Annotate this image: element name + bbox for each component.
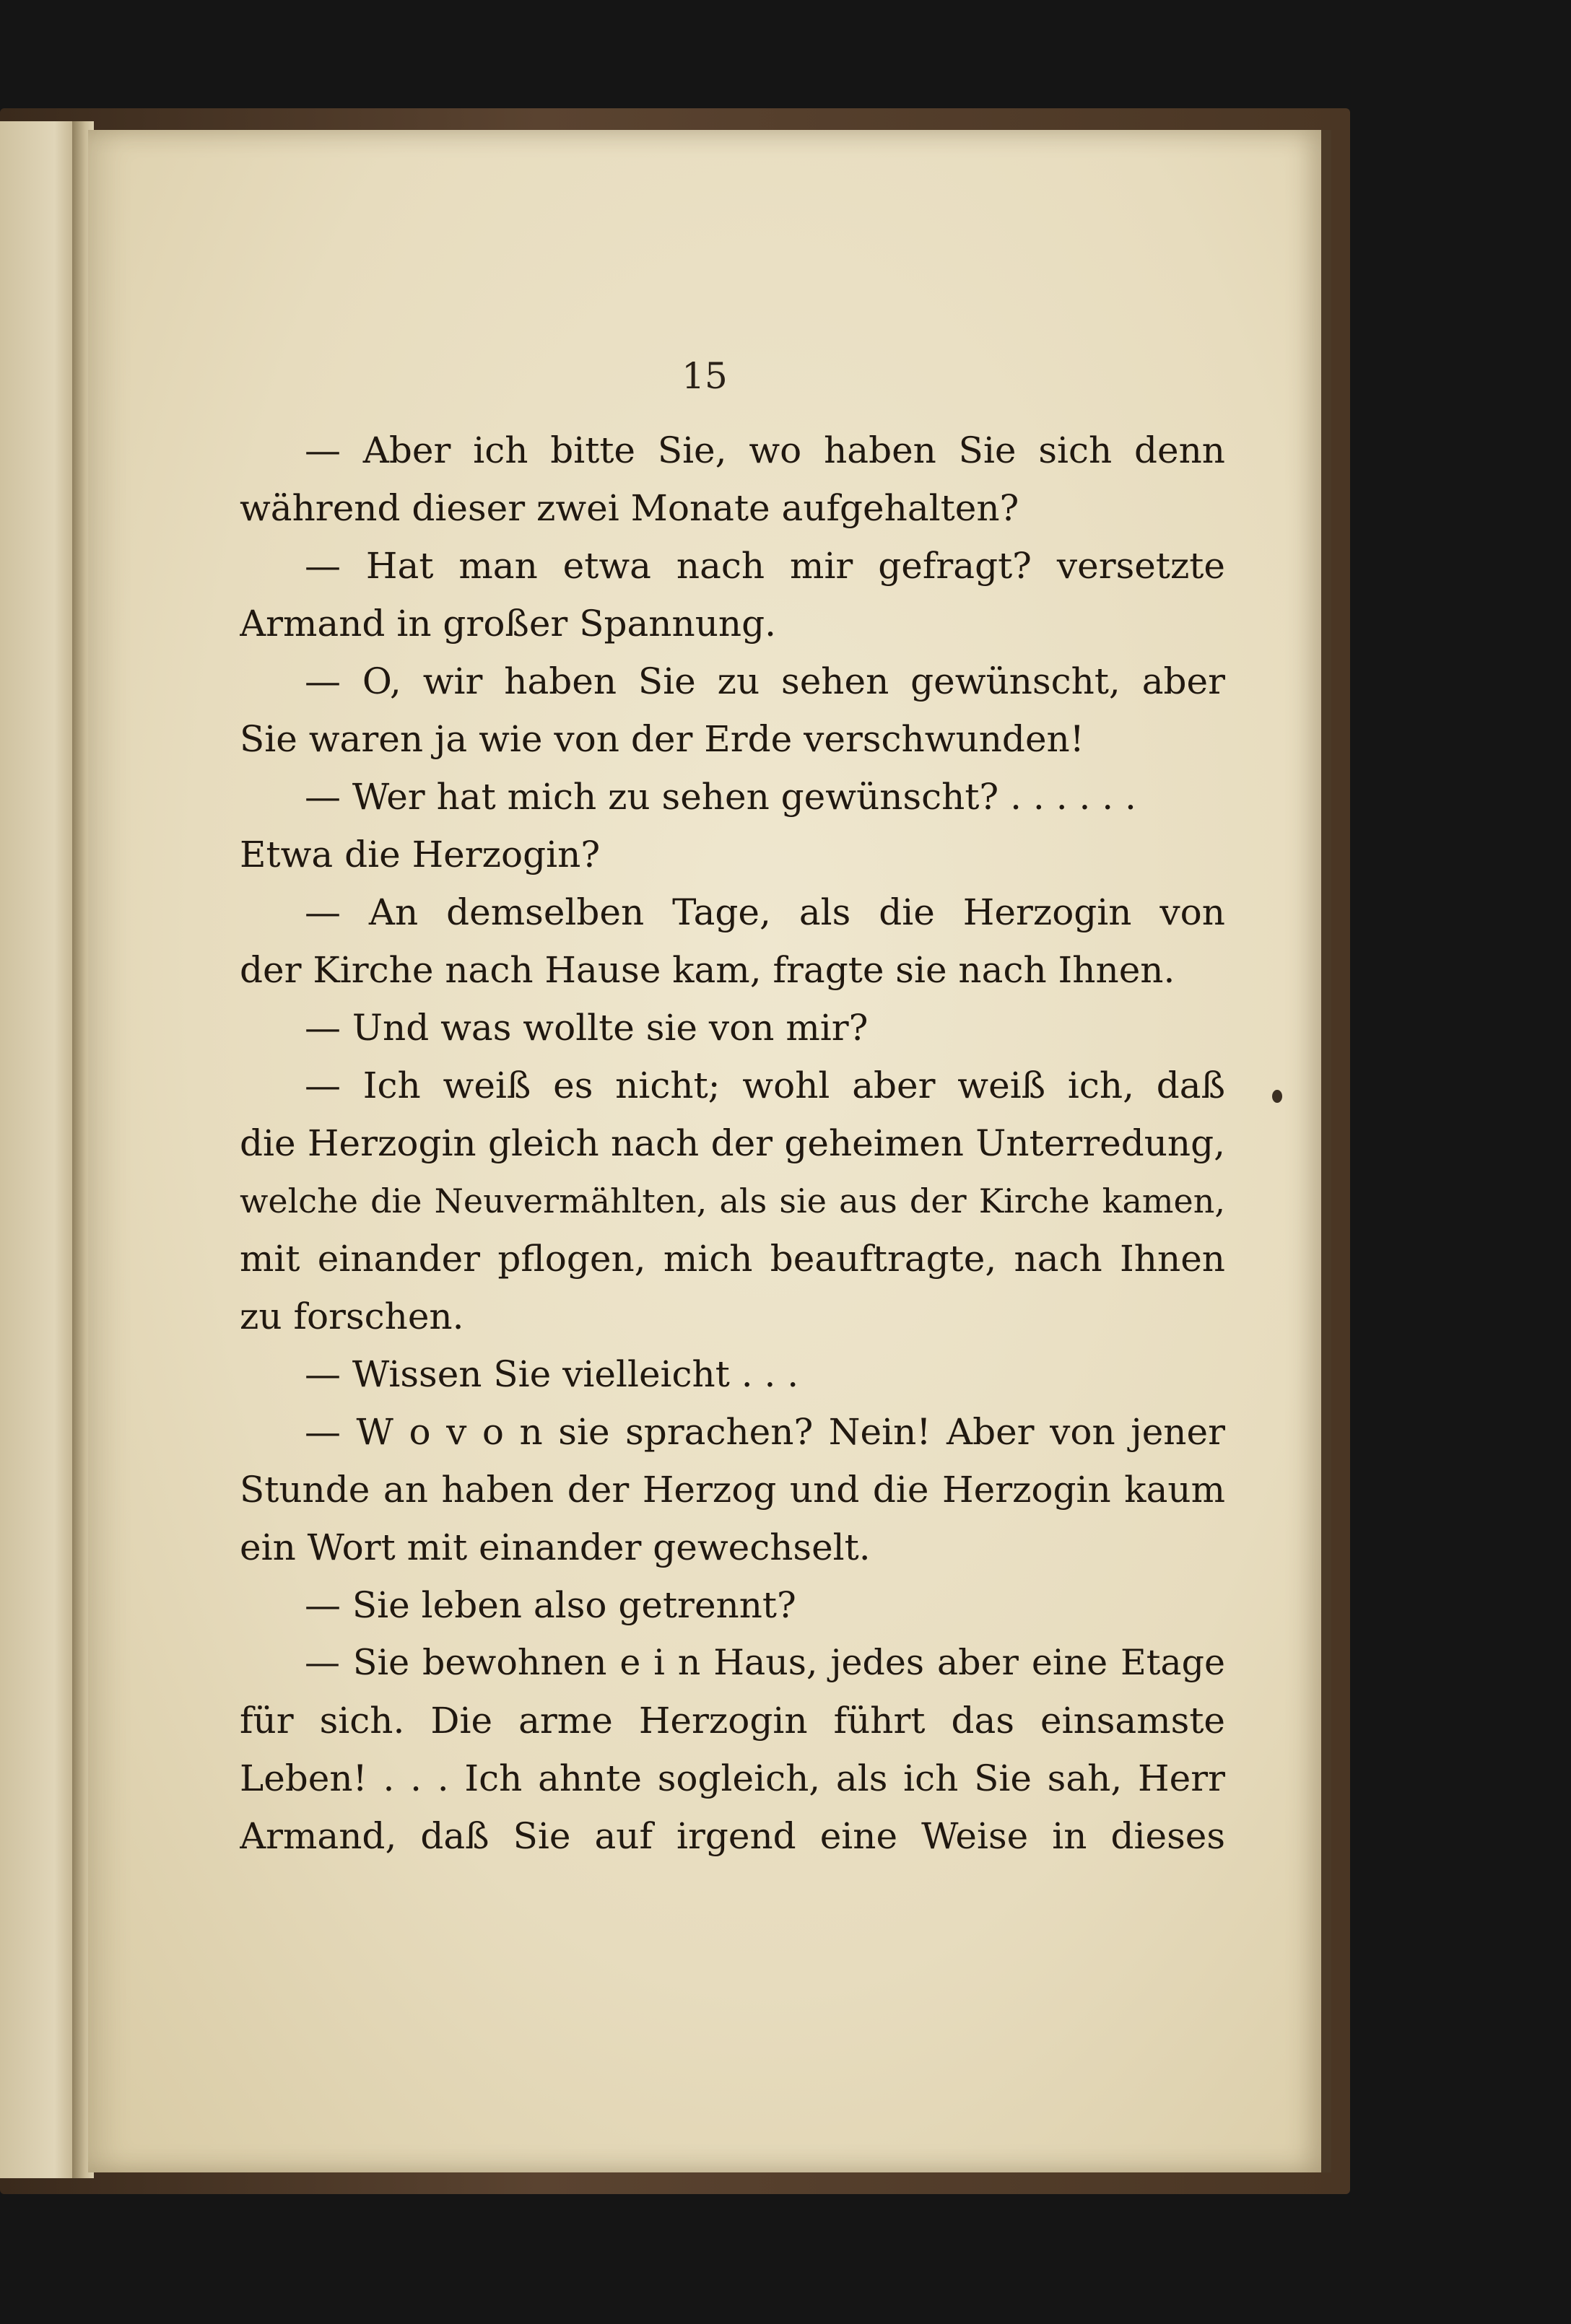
text-line: Etwa die Herzogin? [240,834,601,875]
text-line: mit einander pflogen, mich beauftragte, nach Ihnen [240,1238,1225,1280]
text-line: welche die Neuvermählten, als sie aus der Kirche kamen, [240,1181,1225,1220]
text-line: — Wissen Sie vielleicht . . . [305,1353,799,1395]
text-line: zu forschen. [240,1296,464,1337]
page-text [240,421,1225,1865]
text-line: — Sie bewohnen e i n Haus, jedes aber eine Etage [305,1642,1225,1683]
text-line: Stunde an haben der Herzog und die Herzogin kaum [240,1469,1225,1511]
text-line: — Und was wollte sie von mir? [305,1007,869,1049]
text-line: für sich. Die arme Herzogin führt das einsamste [240,1700,1225,1742]
text-line: der Kirche nach Hause kam, fragte sie nach Ihnen. [240,949,1175,991]
text-line: ein Wort mit einander gewechselt. [240,1526,871,1568]
text-line: Leben! . . . Ich ahnte sogleich, als ich Sie sah, Herr [240,1757,1225,1799]
text-line: während dieser zwei Monate aufgehalten? [240,487,1019,529]
text-line: — Hat man etwa nach mir gefragt? versetzte [305,545,1225,587]
text-line: — W o v o n sie sprachen? Nein! Aber von jener [305,1411,1225,1453]
page-number: 15 [682,355,728,397]
text-line: — O, wir haben Sie zu sehen gewünscht, aber [305,660,1225,702]
text-line: — Wer hat mich zu sehen gewünscht? . . . . . . [305,776,1136,818]
left-page-edge [0,121,78,2178]
text-line: — An demselben Tage, als die Herzogin von [305,891,1225,933]
text-line: die Herzogin gleich nach der geheimen Unterredung, [240,1122,1225,1164]
text-line: — Sie leben also getrennt? [305,1584,796,1626]
ink-spot [1272,1090,1282,1103]
book-page [88,130,1331,2172]
text-line: — Ich weiß es nicht; wohl aber weiß ich, daß [305,1065,1225,1106]
text-line: Armand, daß Sie auf irgend eine Weise in dieses [240,1815,1225,1857]
text-line: — Aber ich bitte Sie, wo haben Sie sich denn [305,429,1225,471]
text-line: Sie waren ja wie von der Erde verschwunden! [240,718,1084,760]
text-line: Armand in großer Spannung. [240,603,776,645]
